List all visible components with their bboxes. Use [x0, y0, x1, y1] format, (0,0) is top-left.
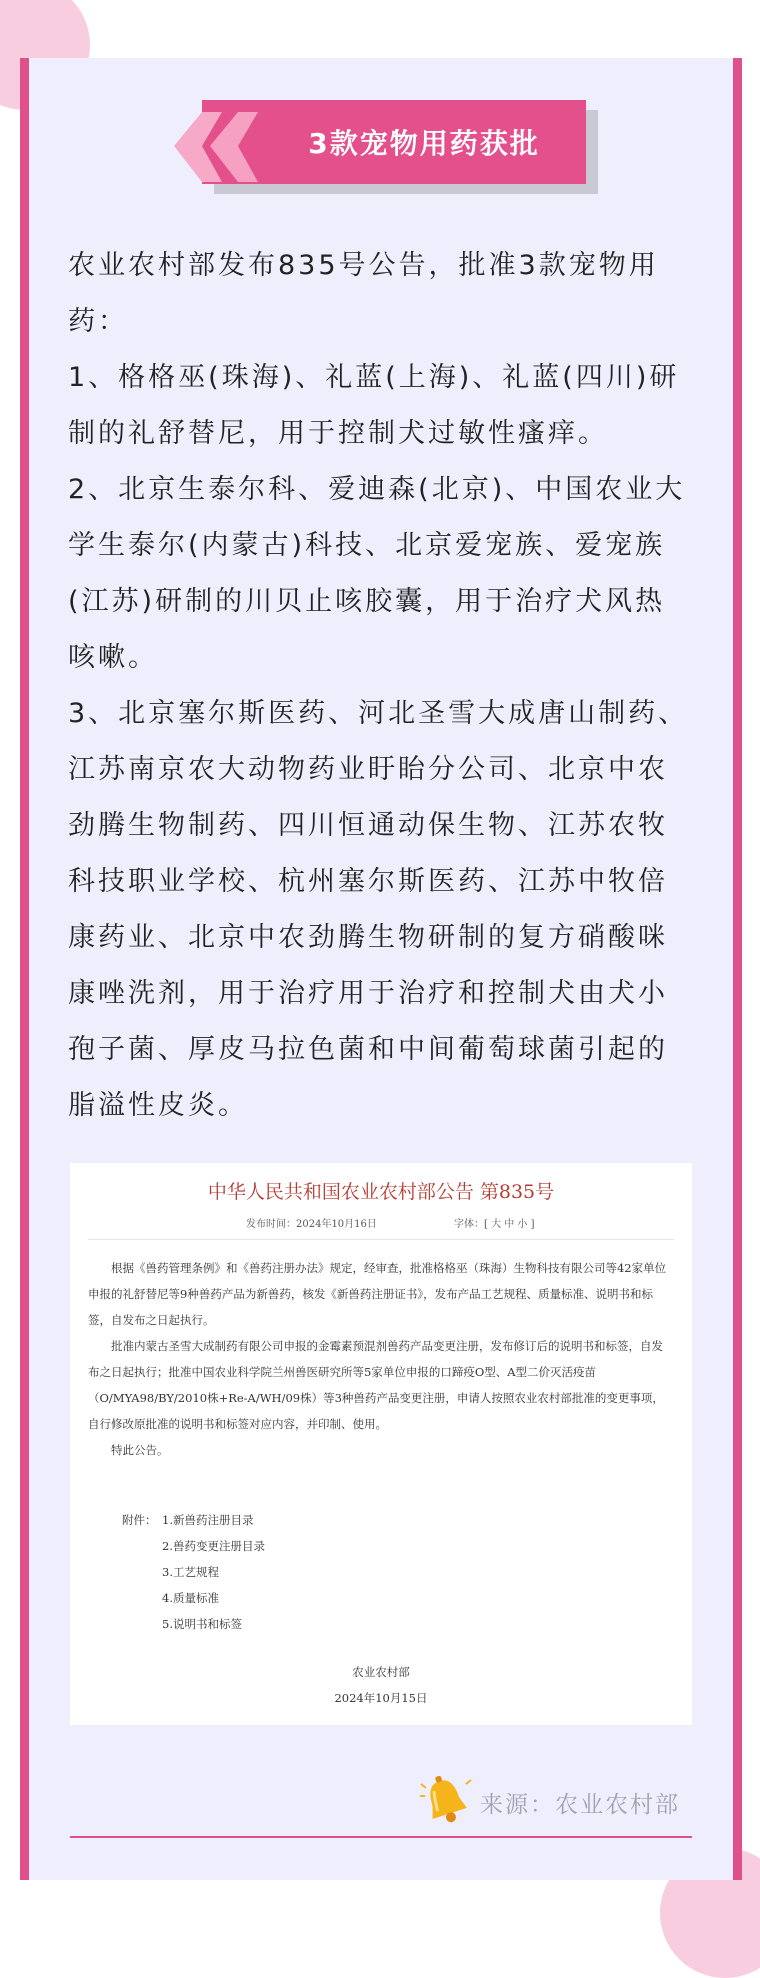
article-body: [68, 238, 692, 1134]
paragraph-intro: 农业农村部发布835号公告，批准3款宠物用药：: [68, 250, 659, 337]
bell-icon: [420, 1774, 472, 1830]
attachments-label: 附件：: [122, 1513, 157, 1527]
source-credit: [420, 1774, 680, 1830]
announcement-paragraph-3: 特此公告。: [111, 1443, 169, 1457]
font-size-selector[interactable]: 字体：[ 大 中 小 ]: [454, 1219, 535, 1230]
source-text: 来源：农业农村部: [480, 1791, 680, 1818]
announcement-screenshot: [70, 1163, 692, 1725]
paragraph-item-3: 3、北京塞尔斯医药、河北圣雪大成唐山制药、江苏南京农大动物药业盱眙分公司、北京中农劲腾生物制药、四川恒通动保生物、江苏农牧科技职业学校、杭州塞尔斯医药、江苏中牧倍康药业、北京中农劲腾生物研制的复方硝酸咪康唑洗剂，用于治疗用于治疗和控制犬由犬小孢子菌、厚皮马拉色菌和中间葡萄球菌引起的脂溢性皮炎。: [68, 698, 689, 1121]
quote-mark-icon: [174, 112, 274, 182]
doc-divider: [88, 1239, 674, 1240]
attachment-link[interactable]: 1.新兽药注册目录: [162, 1513, 254, 1527]
attachment-link[interactable]: 4.质量标准: [162, 1591, 219, 1605]
announcement-body: [88, 1255, 674, 1463]
page-title: 3款宠物用药获批: [308, 127, 540, 160]
announcement-paragraph-1: 根据《兽药管理条例》和《兽药注册办法》规定，经审查，批准格格巫（珠海）生物科技有限公司等42家单位申报的礼舒替尼等9种兽药产品为新兽药，核发《新兽药注册证书》，发布产品工艺规程、质量标准、说明书和标签，自发布之日起执行。: [88, 1261, 667, 1327]
attachments-list: [122, 1507, 265, 1637]
attachment-link[interactable]: 5.说明书和标签: [162, 1617, 242, 1631]
announcement-signature: [70, 1659, 692, 1711]
publish-time: 发布时间：2024年10月16日: [246, 1219, 377, 1230]
signer: 农业农村部: [352, 1665, 410, 1679]
paragraph-item-1: 1、格格巫(珠海)、礼蓝(上海)、礼蓝(四川)研制的礼舒替尼，用于控制犬过敏性瘙痒。: [68, 362, 680, 449]
attachment-link[interactable]: 3.工艺规程: [162, 1565, 219, 1579]
signature-date: 2024年10月15日: [334, 1691, 428, 1705]
paragraph-item-2: 2、北京生泰尔科、爱迪森(北京)、中国农业大学生泰尔(内蒙古)科技、北京爱宠族、爱宠族(江苏)研制的川贝止咳胶囊，用于治疗犬风热咳嗽。: [68, 474, 686, 673]
bottom-divider: [70, 1836, 692, 1838]
announcement-title: 中华人民共和国农业农村部公告 第835号: [207, 1181, 555, 1203]
attachment-link[interactable]: 2.兽药变更注册目录: [162, 1539, 265, 1553]
announcement-paragraph-2: 批准内蒙古圣雪大成制药有限公司申报的金霉素预混剂兽药产品变更注册，发布修订后的说明书和标签，自发布之日起执行；批准中国农业科学院兰州兽医研究所等5家单位申报的口蹄疫O型、A型二价灭活疫苗（O/MYA98/BY/2010株+Re-A/WH/09株）等3种兽药产品变更注册，申请人按照农业农村部批准的变更事项，自行修改原批准的说明书和标签对应内容，并印制、使用。: [88, 1339, 664, 1431]
